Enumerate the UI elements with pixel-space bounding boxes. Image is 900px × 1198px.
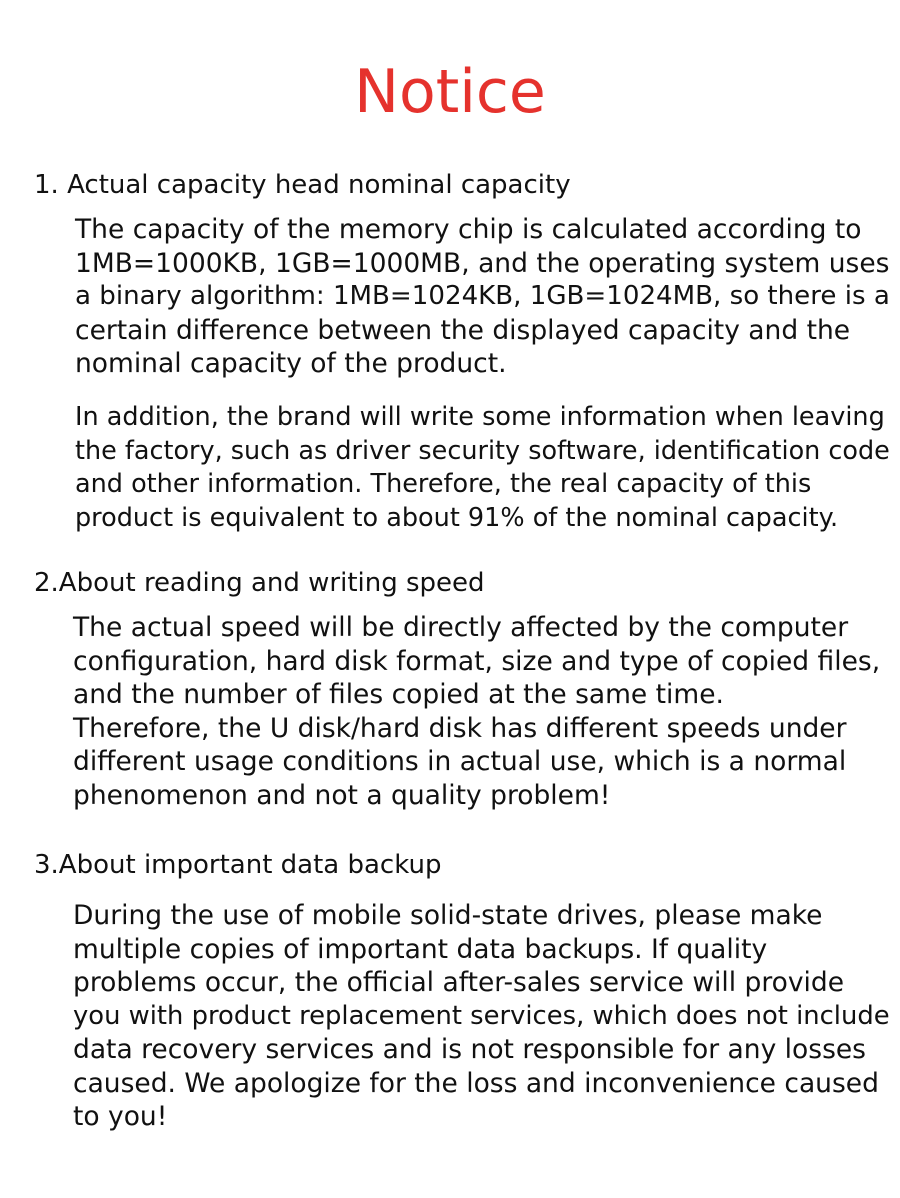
notice-title: Notice	[354, 57, 546, 127]
paragraph-line: and other information. Therefore, the real capacity of this	[75, 469, 812, 499]
paragraph-line: to you!	[73, 1101, 168, 1132]
section-1-paragraph-1	[75, 213, 890, 381]
paragraph-line: different usage conditions in actual use, which is a normal	[73, 746, 847, 777]
paragraph-line: During the use of mobile solid-state drives, please make	[73, 900, 823, 931]
section-1-heading: 1. Actual capacity head nominal capacity	[34, 170, 571, 200]
section-3-paragraph-1	[73, 899, 890, 1134]
paragraph-line: data recovery services and is not responsible for any losses	[73, 1034, 866, 1065]
section-2-heading: 2.About reading and writing speed	[34, 568, 485, 598]
paragraph-line: a binary algorithm: 1MB=1024KB, 1GB=1024MB, so there is a	[75, 281, 890, 311]
paragraph-line: problems occur, the official after-sales service will provide	[73, 967, 845, 998]
paragraph-line: Therefore, the U disk/hard disk has different speeds under	[73, 712, 847, 744]
paragraph-line: configuration, hard disk format, size and type of copied files,	[73, 645, 881, 677]
paragraph-line: and the number of files copied at the same time.	[73, 679, 724, 710]
paragraph-line: product is equivalent to about 91% of the nominal capacity.	[75, 502, 839, 533]
paragraph-line: The capacity of the memory chip is calculated according to	[75, 214, 862, 245]
paragraph-line: In addition, the brand will write some information when leaving	[75, 402, 885, 432]
paragraph-line: caused. We apologize for the loss and inconvenience caused	[73, 1067, 879, 1099]
paragraph-line: certain difference between the displayed capacity and the	[75, 314, 851, 346]
paragraph-line: phenomenon and not a quality problem!	[73, 779, 611, 811]
paragraph-line: you with product replacement services, which does not include	[73, 1000, 890, 1031]
paragraph-line: the factory, such as driver security software, identification code	[75, 435, 890, 466]
paragraph-line: multiple copies of important data backups. If quality	[73, 933, 768, 965]
section-1-paragraph-2	[75, 401, 890, 535]
section-3-heading: 3.About important data backup	[34, 850, 442, 880]
paragraph-line: 1MB=1000KB, 1GB=1000MB, and the operating system uses	[75, 247, 890, 279]
paragraph-line: nominal capacity of the product.	[75, 348, 507, 379]
section-2-paragraph-1	[73, 611, 880, 812]
paragraph-line: The actual speed will be directly affected by the computer	[73, 612, 849, 643]
